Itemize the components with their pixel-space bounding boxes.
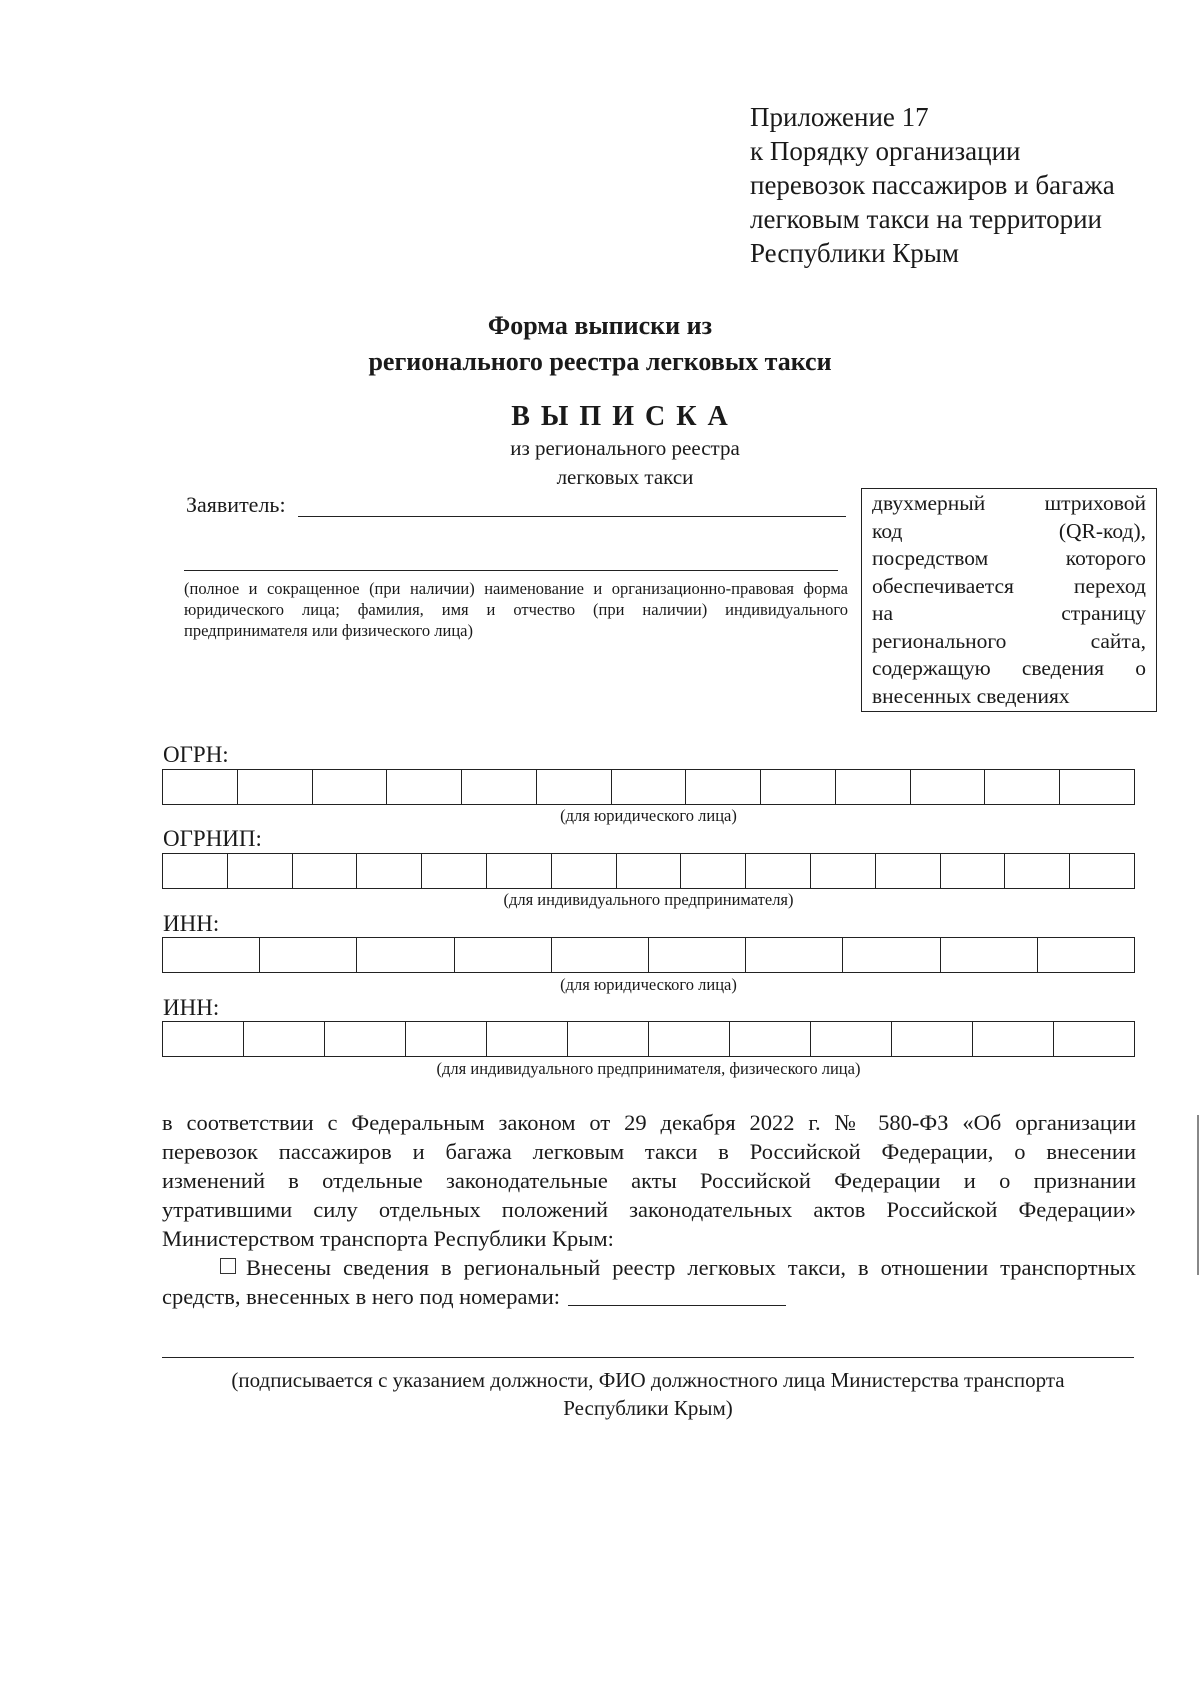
- qr-box-line: на страницу: [872, 601, 1146, 625]
- digit-cell[interactable]: [686, 770, 761, 804]
- inn-legal-cells[interactable]: [162, 937, 1135, 973]
- digit-cell[interactable]: [811, 1022, 892, 1056]
- digit-cell[interactable]: [293, 854, 358, 888]
- extract-subtitle-line1: из регионального реестра: [510, 436, 740, 460]
- qr-box-line: двухмерный штриховой: [872, 491, 1146, 515]
- digit-cell[interactable]: [911, 770, 986, 804]
- digit-cell[interactable]: [357, 854, 422, 888]
- inn-legal-note: (для юридического лица): [560, 975, 737, 994]
- checkbox-label-2: средств, внесенных в него под номерами:: [162, 1284, 560, 1309]
- ogrn-label: ОГРН:: [163, 742, 229, 767]
- digit-cell[interactable]: [568, 1022, 649, 1056]
- body-line: перевозок пассажиров и багажа легковым такси в Российской Федерации, о внесении: [162, 1139, 1136, 1164]
- checkbox[interactable]: [220, 1258, 236, 1274]
- digit-cell[interactable]: [617, 854, 682, 888]
- applicant-label: Заявитель:: [186, 492, 286, 517]
- appendix-line: к Порядку организации: [750, 136, 1021, 166]
- digit-cell[interactable]: [244, 1022, 325, 1056]
- digit-cell[interactable]: [537, 770, 612, 804]
- digit-cell[interactable]: [422, 854, 487, 888]
- digit-cell[interactable]: [612, 770, 687, 804]
- appendix-line: перевозок пассажиров и багажа: [750, 170, 1115, 200]
- qr-box-line: посредством которого: [872, 546, 1146, 570]
- digit-cell[interactable]: [163, 1022, 244, 1056]
- ogrn-cells[interactable]: [162, 769, 1135, 805]
- qr-box-line: содержащую сведения о: [872, 656, 1146, 680]
- applicant-input-line[interactable]: [298, 516, 846, 517]
- digit-cell[interactable]: [406, 1022, 487, 1056]
- digit-cell[interactable]: [1054, 1022, 1134, 1056]
- digit-cell[interactable]: [487, 1022, 568, 1056]
- digit-cell[interactable]: [552, 854, 617, 888]
- digit-cell[interactable]: [260, 938, 357, 972]
- appendix-header: [750, 100, 1170, 270]
- digit-cell[interactable]: [985, 770, 1060, 804]
- digit-cell[interactable]: [941, 854, 1006, 888]
- digit-cell[interactable]: [387, 770, 462, 804]
- digit-cell[interactable]: [649, 938, 746, 972]
- digit-cell[interactable]: [228, 854, 293, 888]
- digit-cell[interactable]: [163, 770, 238, 804]
- digit-cell[interactable]: [892, 1022, 973, 1056]
- signature-note-line1: (подписывается с указанием должности, ФИО должностного лица Министерства транспорта: [231, 1368, 1065, 1392]
- digit-cell[interactable]: [1038, 938, 1134, 972]
- checkbox-row-2: [162, 1282, 1136, 1311]
- qr-box-line: внесенных сведениях: [872, 683, 1070, 708]
- extract-subtitle: [0, 434, 1200, 492]
- checkbox-row: [162, 1253, 1136, 1282]
- digit-cell[interactable]: [1060, 770, 1134, 804]
- form-title-line2: регионального реестра легковых такси: [368, 347, 832, 376]
- ogrn-note: (для юридического лица): [560, 806, 737, 825]
- digit-cell[interactable]: [730, 1022, 811, 1056]
- body-paragraph: [162, 1108, 1136, 1253]
- applicant-input-line-2[interactable]: [184, 570, 838, 571]
- extract-subtitle-line2: легковых такси: [556, 465, 694, 489]
- qr-box-line: регионального сайта,: [872, 628, 1146, 653]
- body-line: изменений в отдельные законодательные акты Российской Федерации и о признании: [162, 1168, 1136, 1193]
- body-line: в соответствии с Федеральным законом от 29 декабря 2022 г. № 580-ФЗ «Об организации: [162, 1110, 1136, 1135]
- checkbox-statement: [162, 1253, 1136, 1311]
- digit-cell[interactable]: [746, 854, 811, 888]
- ogrnip-cells[interactable]: [162, 853, 1135, 889]
- digit-cell[interactable]: [325, 1022, 406, 1056]
- signature-note-line2: Республики Крым): [563, 1396, 733, 1420]
- digit-cell[interactable]: [973, 1022, 1054, 1056]
- ogrnip-label: ОГРНИП:: [163, 826, 262, 851]
- vehicle-numbers-input[interactable]: [568, 1285, 786, 1306]
- checkbox-label: Внесены сведения в региональный реестр легковых такси, в отношении транспортных: [246, 1255, 1136, 1280]
- ogrnip-note: (для индивидуального предпринимателя): [503, 890, 794, 909]
- body-line: утратившими силу отдельных положений законодательных актов Российской Федерации»: [162, 1197, 1136, 1222]
- qr-box-line: код (QR-код),: [872, 518, 1146, 543]
- inn-individual-cells[interactable]: [162, 1021, 1135, 1057]
- digit-cell[interactable]: [487, 854, 552, 888]
- applicant-note: (полное и сокращенное (при наличии) наименование и организационно-правовая форма юридического лица; фамилия, имя и отчество (при наличии) индивидуального предпринимателя или физического лица): [184, 579, 848, 640]
- scan-edge-mark: [1197, 1115, 1199, 1275]
- digit-cell[interactable]: [876, 854, 941, 888]
- digit-cell[interactable]: [455, 938, 552, 972]
- digit-cell[interactable]: [761, 770, 836, 804]
- signature-line[interactable]: [162, 1357, 1134, 1358]
- body-line: Министерством транспорта Республики Крым:: [162, 1226, 614, 1251]
- digit-cell[interactable]: [462, 770, 537, 804]
- digit-cell[interactable]: [843, 938, 940, 972]
- inn-legal-label: ИНН:: [163, 911, 220, 936]
- digit-cell[interactable]: [238, 770, 313, 804]
- digit-cell[interactable]: [649, 1022, 730, 1056]
- digit-cell[interactable]: [1070, 854, 1134, 888]
- inn-individual-note: (для индивидуального предпринимателя, физического лица): [436, 1059, 861, 1078]
- digit-cell[interactable]: [163, 854, 228, 888]
- appendix-line: Республики Крым: [750, 238, 959, 268]
- digit-cell[interactable]: [313, 770, 388, 804]
- inn-individual-label: ИНН:: [163, 995, 220, 1020]
- form-title: [0, 308, 1200, 380]
- digit-cell[interactable]: [941, 938, 1038, 972]
- digit-cell[interactable]: [163, 938, 260, 972]
- extract-title: ВЫПИСКА: [511, 401, 739, 432]
- qr-code-box: [861, 488, 1157, 712]
- qr-box-line: обеспечивается переход: [872, 573, 1146, 598]
- digit-cell[interactable]: [552, 938, 649, 972]
- appendix-line: легковым такси на территории: [750, 204, 1103, 234]
- form-title-line1: Форма выписки из: [487, 311, 713, 340]
- digit-cell[interactable]: [811, 854, 876, 888]
- appendix-line: Приложение 17: [750, 102, 929, 132]
- digit-cell[interactable]: [681, 854, 746, 888]
- digit-cell[interactable]: [836, 770, 911, 804]
- signature-note: [162, 1366, 1134, 1422]
- digit-cell[interactable]: [746, 938, 843, 972]
- digit-cell[interactable]: [357, 938, 454, 972]
- digit-cell[interactable]: [1005, 854, 1070, 888]
